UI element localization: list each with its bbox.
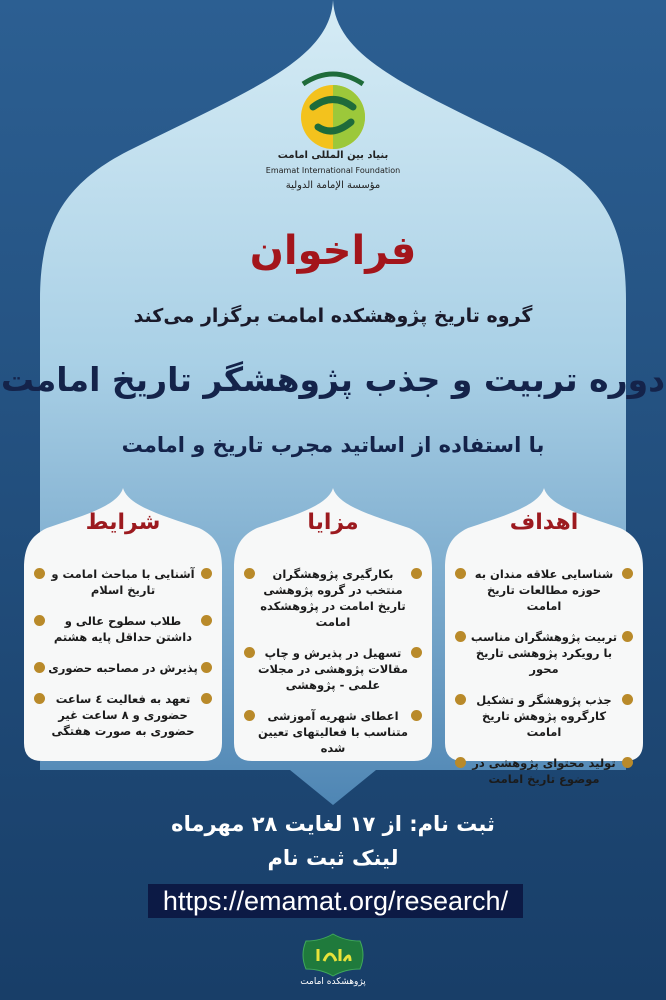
item-text: آشنایی با مباحث امامت و تاریخ اسلام [51,567,195,597]
item-text: جذب پژوهشگر و تشکیل کارگروه پژوهش تاریخ امامت [476,693,612,739]
bullet-icon [455,568,466,579]
bullet-icon [201,615,212,626]
bullet-icon [201,693,212,704]
item-text: تربیت پژوهشگران مناسب با رویکرد پژوهشی تاریخ محور [470,630,618,676]
bullet-icon [411,647,422,658]
list-item [240,645,426,693]
list-item [30,613,216,645]
card-title: شرایط [85,510,161,535]
item-text: اعطای شهریه آموزشی متناسب با فعالیتهای تعیین شده [258,709,408,755]
list-item [240,708,426,756]
card-title: مزایا [307,510,359,535]
item-text: تسهیل در پذیرش و چاپ مقالات پژوهشی در مجلات علمی - پژوهشی [258,646,408,692]
list-item [451,692,637,740]
item-text: طلاب سطوح عالی و داشتن حداقل پایه هشتم [53,614,193,644]
callout-heading: فراخوان [249,228,417,274]
bullet-icon [411,710,422,721]
card-title: اهداف [509,510,579,535]
registration-url-link[interactable]: https://emamat.org/research/ [148,884,523,918]
emamat-institute-logo [300,933,366,977]
bullet-icon [622,694,633,705]
item-text: پذیرش در مصاحبه حضوری [48,661,198,675]
bullet-icon [34,615,45,626]
bullet-icon [622,631,633,642]
bullet-icon [201,662,212,673]
bullet-icon [622,757,633,768]
bullet-icon [34,693,45,704]
organizer-line: گروه تاریخ پژوهشکده امامت برگزار می‌کند [133,305,533,327]
bullet-icon [455,757,466,768]
bullet-icon [244,568,255,579]
registration-link-label: لینک ثبت نام [267,846,399,870]
card-goals [443,488,645,786]
card-benefits [232,488,434,763]
foundation-name-en: Emamat International Foundation [265,166,401,175]
foundation-name-ar: مؤسسة الإمامة الدولية [285,180,381,191]
item-text: شناسایی علاقه مندان به حوزه مطالعات تاریخ امامت [474,567,614,613]
bullet-icon [411,568,422,579]
bullet-icon [34,662,45,673]
item-text: تعهد به فعالیت ٤ ساعت حضوری و ٨ ساعت غیر حضوری به صورت هفتگی [51,692,195,738]
bullet-icon [34,568,45,579]
list-item [451,566,637,614]
bullet-icon [622,568,633,579]
list-item [451,755,637,787]
list-item [30,691,216,739]
bullet-icon [244,647,255,658]
list-item [240,566,426,630]
course-title: دوره تربیت و جذب پژوهشگر تاریخ امامت [0,360,666,399]
bullet-icon [244,710,255,721]
card-conditions [22,488,224,763]
foundation-name-fa: بنیاد بین المللی امامت [277,150,389,161]
bullet-icon [455,631,466,642]
list-item [451,629,637,677]
list-item [30,660,216,676]
item-text: تولید محتوای پژوهشی در موضوع تاریخ امامت [472,756,616,786]
registration-dates: ثبت نام: از ١٧ لغایت ٢٨ مهرماه [171,812,495,836]
course-subtitle: با استفاده از اساتید مجرب تاریخ و امامت [121,433,545,457]
bullet-icon [455,694,466,705]
list-item [30,566,216,598]
item-text: بکارگیری پژوهشگران منتخب در گروه پژوهشی تاریخ امامت در پژوهشکده امامت [260,567,406,629]
bullet-icon [201,568,212,579]
institute-caption: پژوهشکده امامت [300,977,366,987]
